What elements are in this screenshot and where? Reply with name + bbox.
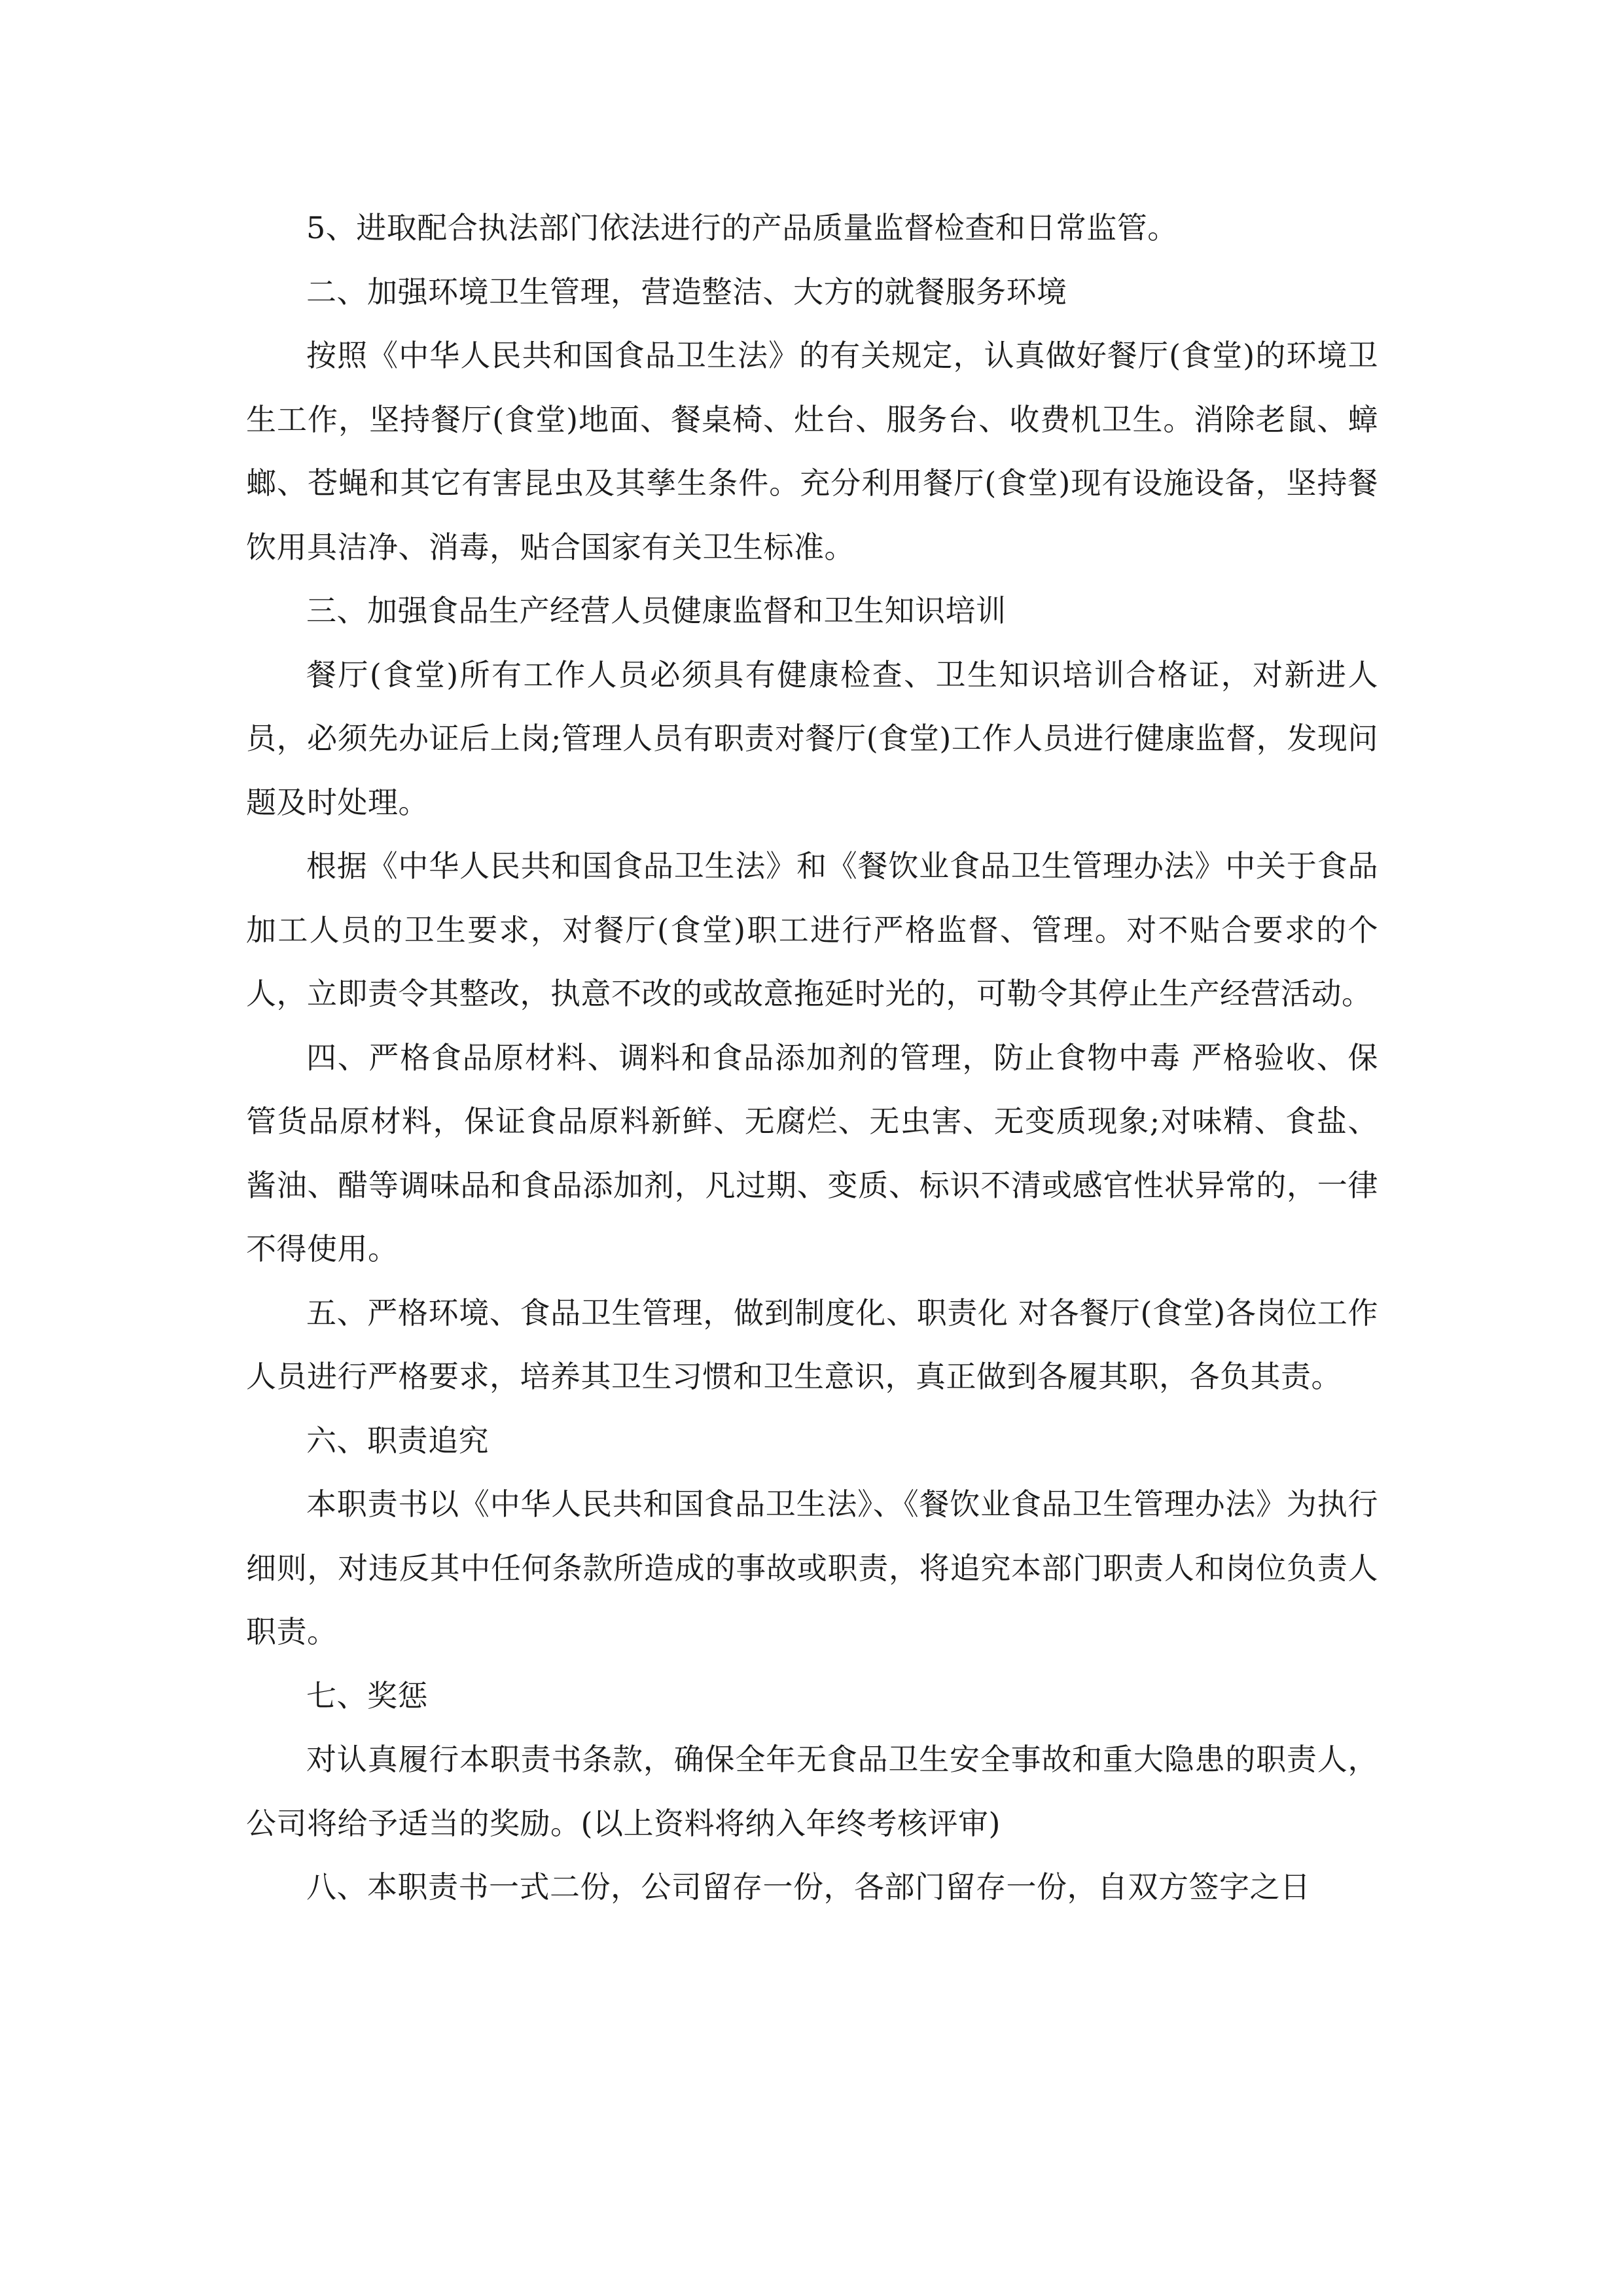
paragraph-item-5: 5、进取配合执法部门依法进行的产品质量监督检查和日常监管。	[306, 210, 1178, 245]
paragraph-supervision: 根据《中华人民共和国食品卫生法》和《餐饮业食品卫生管理办法》中关于食品加工人员的卫生要求，对餐厅(食堂)职工进行严格监督、管理。对不贴合要求的个人，立即责令其整改，执意不改的或故意拖延时光的，可勒令其停止生产经营活动。	[246, 848, 1378, 1011]
paragraph-section-8: 八、本职责书一式二份，公司留存一份，各部门留存一份，自双方签字之日	[306, 1869, 1311, 1905]
heading-section-6: 六、职责追究	[306, 1422, 489, 1458]
paragraph-section-5: 五、严格环境、食品卫生管理，做到制度化、职责化 对各餐厅(食堂)各岗位工作人员进行严格要求，培养其卫生习惯和卫生意识，真正做到各履其职，各负其责。	[246, 1295, 1378, 1394]
document-body	[246, 196, 1378, 1920]
heading-section-7: 七、奖惩	[306, 1677, 428, 1713]
heading-section-3: 三、加强食品生产经营人员健康监督和卫生知识培训	[306, 593, 1007, 628]
heading-section-2: 二、加强环境卫生管理，营造整洁、大方的就餐服务环境	[306, 274, 1067, 310]
paragraph-accountability: 本职责书以《中华人民共和国食品卫生法》、《餐饮业食品卫生管理办法》为执行细则，对违反其中任何条款所造成的事故或职责，将追究本部门职责人和岗位负责人职责。	[246, 1486, 1378, 1649]
paragraph-environment-hygiene: 按照《中华人民共和国食品卫生法》的有关规定，认真做好餐厅(食堂)的环境卫生工作，坚持餐厅(食堂)地面、餐桌椅、灶台、服务台、收费机卫生。消除老鼠、蟑螂、苍蝇和其它有害昆虫及其孳生条件。充分利用餐厅(食堂)现有设施设备，坚持餐饮用具洁净、消毒，贴合国家有关卫生标准。	[246, 338, 1378, 565]
paragraph-section-4: 四、严格食品原材料、调料和食品添加剂的管理，防止食物中毒 严格验收、保管货品原材料，保证食品原料新鲜、无腐烂、无虫害、无变质现象;对味精、食盐、酱油、醋等调味品和食品添加剂，凡过期、变质、标识不清或感官性状异常的，一律不得使用。	[246, 1039, 1378, 1266]
paragraph-rewards: 对认真履行本职责书条款，确保全年无食品卫生安全事故和重大隐患的职责人，公司将给予适当的奖励。(以上资料将纳入年终考核评审)	[246, 1742, 1378, 1841]
paragraph-health-certificate: 餐厅(食堂)所有工作人员必须具有健康检查、卫生知识培训合格证，对新进人员，必须先办证后上岗;管理人员有职责对餐厅(食堂)工作人员进行健康监督，发现问题及时处理。	[246, 656, 1378, 820]
